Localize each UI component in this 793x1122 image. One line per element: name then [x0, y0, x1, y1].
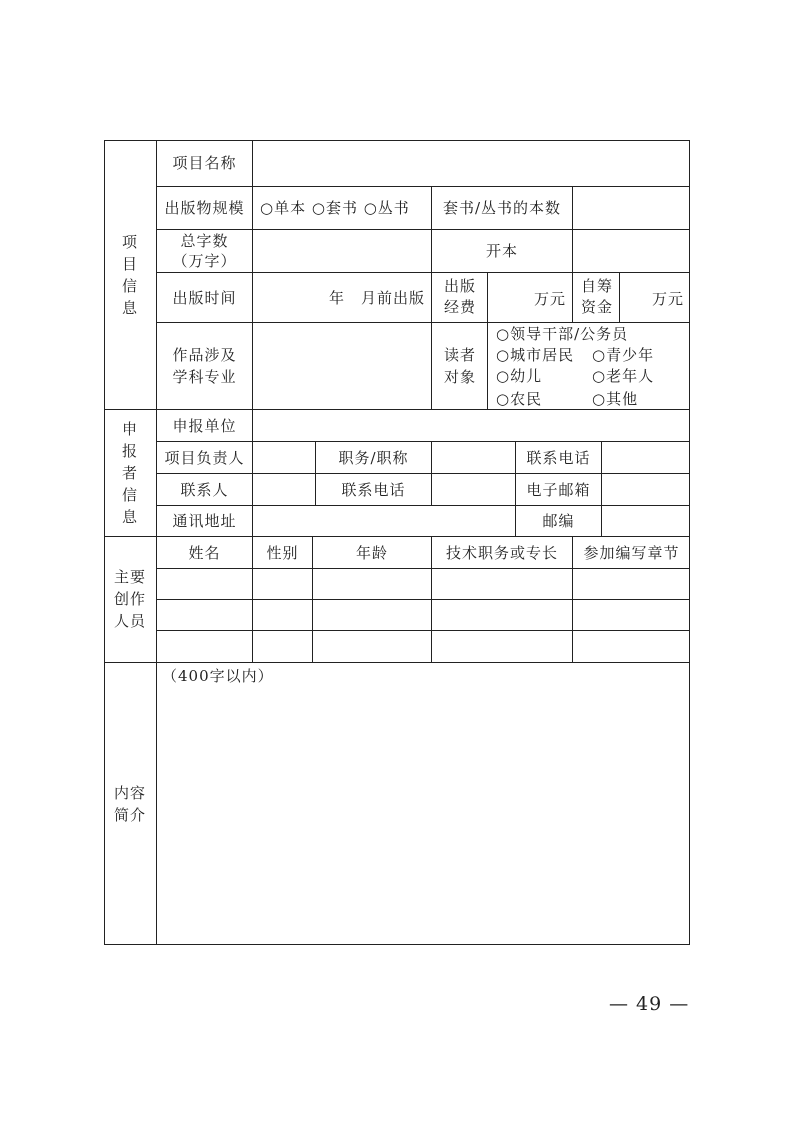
project-name-label: 项目名称	[172, 154, 237, 172]
creator-row[interactable]	[157, 569, 689, 599]
reader-option-children[interactable]: ○幼儿	[496, 367, 543, 385]
creator-row[interactable]	[157, 631, 689, 662]
column-header-expertise: 技术职务或专长	[445, 544, 558, 562]
postcode-field[interactable]	[602, 506, 689, 536]
column-header-name: 姓名	[188, 544, 221, 562]
row-divider	[156, 272, 690, 273]
page-number: — 49 —	[609, 993, 690, 1015]
project-name-field[interactable]	[253, 141, 689, 186]
row-divider	[104, 536, 690, 537]
pub-cost-label: 出版 经费	[444, 277, 477, 316]
reader-option-urban[interactable]: ○城市居民	[496, 346, 575, 364]
reader-option-elderly[interactable]: ○老年人	[592, 367, 655, 385]
contact-phone-field[interactable]	[432, 474, 515, 505]
subject-label: 作品涉及 学科专业	[172, 346, 237, 386]
leader-field[interactable]	[253, 442, 315, 473]
phone-label: 联系电话	[526, 449, 591, 467]
column-header-age: 年龄	[355, 544, 388, 562]
format-field[interactable]	[573, 230, 689, 272]
reader-option-youth[interactable]: ○青少年	[592, 346, 655, 364]
self-fund-unit: 万元	[652, 290, 685, 308]
format-label: 开本	[485, 242, 518, 260]
address-field[interactable]	[253, 506, 515, 536]
postcode-label: 邮编	[542, 512, 575, 530]
scale-options[interactable]: ○单本 ○套书 ○丛书	[260, 199, 410, 217]
leader-label: 项目负责人	[164, 449, 245, 467]
address-label: 通讯地址	[172, 512, 237, 530]
column-header-gender: 性别	[266, 544, 299, 562]
reader-option-farmers[interactable]: ○农民	[496, 390, 543, 408]
scale-label: 出版物规模	[164, 199, 245, 217]
summary-hint: （400字以内）	[162, 667, 274, 685]
email-label: 电子邮箱	[526, 481, 591, 499]
email-field[interactable]	[602, 474, 689, 505]
word-count-label: 总字数 （万字）	[172, 232, 237, 270]
section-label-main-creators: 主要 创作 人员	[113, 568, 146, 630]
pub-time-value[interactable]: 年 月前出版	[329, 289, 426, 307]
section-label-project-info: 项 目 信 息	[121, 233, 138, 317]
column-divider	[487, 272, 488, 409]
reader-option-cadres[interactable]: ○领导干部/公务员	[496, 325, 629, 343]
volumes-field[interactable]	[573, 187, 689, 229]
creator-row[interactable]	[157, 600, 689, 630]
pub-time-label: 出版时间	[172, 289, 237, 307]
phone-field[interactable]	[602, 442, 689, 473]
section-label-content-summary: 内容 简介	[113, 784, 146, 824]
volumes-label: 套书/丛书的本数	[442, 199, 562, 217]
self-fund-label: 自筹 资金	[581, 277, 614, 316]
subject-field[interactable]	[253, 323, 431, 409]
column-divider	[431, 186, 432, 409]
contact-label: 联系人	[180, 481, 229, 499]
word-count-field[interactable]	[253, 230, 431, 272]
row-divider	[104, 662, 690, 663]
column-divider	[619, 272, 620, 322]
unit-field[interactable]	[253, 410, 689, 441]
contact-field[interactable]	[253, 474, 315, 505]
unit-label: 申报单位	[172, 417, 237, 435]
reader-option-other[interactable]: ○其他	[592, 390, 639, 408]
title-label: 职务/职称	[338, 449, 409, 467]
title-field[interactable]	[432, 442, 515, 473]
contact-phone-label: 联系电话	[341, 481, 406, 499]
readers-label: 读者 对象	[444, 346, 477, 386]
pub-cost-unit: 万元	[534, 290, 567, 308]
section-label-applicant-info: 申 报 者 信 息	[121, 420, 138, 526]
summary-field[interactable]	[157, 690, 689, 944]
column-header-chapters: 参加编写章节	[583, 544, 680, 562]
